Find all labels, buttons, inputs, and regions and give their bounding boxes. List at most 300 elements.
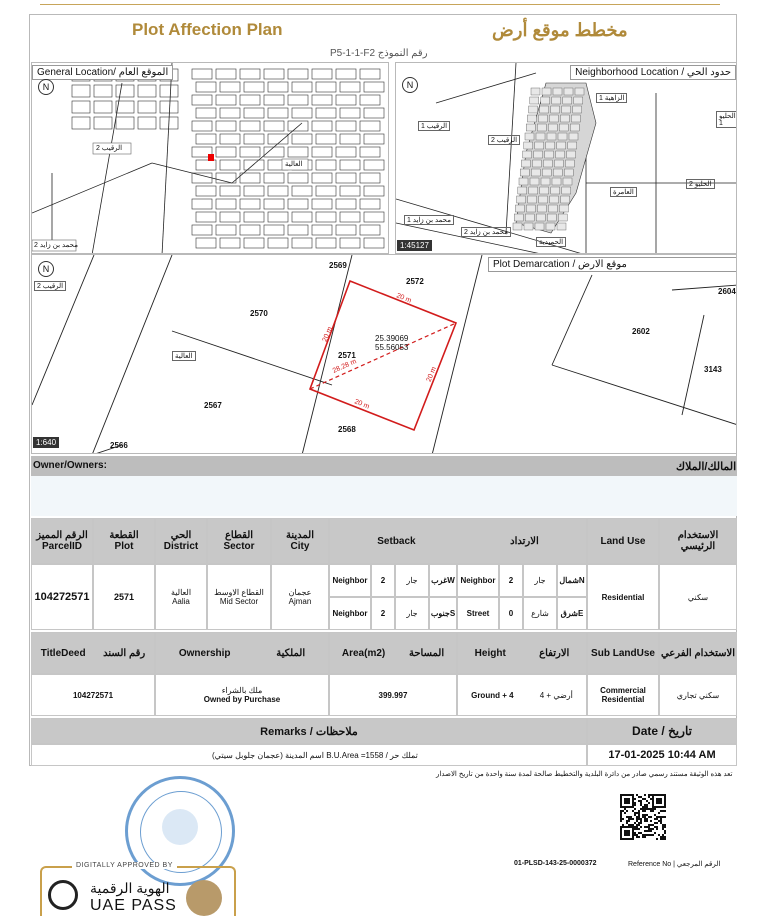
qr-module: [646, 804, 648, 806]
validity-note: تعد هذه الوثيقة مستند رسمي صادر من دائرة البلدية والتخطيط صالحة لمدة سنة واحدة من تاريخ الاصدار: [436, 771, 733, 778]
map-block: [536, 214, 545, 221]
qr-module: [642, 808, 644, 810]
title-en: Plot Affection Plan: [132, 20, 283, 39]
demarc-street-label: الرقيب 2: [34, 281, 66, 291]
qr-module: [644, 806, 646, 808]
qr-module: [660, 818, 662, 820]
nb-label-8: الحميدية: [536, 237, 566, 247]
qr-module: [620, 800, 622, 802]
dim-bottom: 20 m: [353, 398, 371, 411]
qr-module: [626, 800, 628, 802]
qr-module: [636, 818, 638, 820]
qr-module: [630, 824, 632, 826]
val-city-en: Ajman: [288, 597, 312, 606]
map-block: [519, 178, 528, 185]
qr-module: [648, 824, 650, 826]
form-number: P5-1-1-F2 رقم النموذج: [330, 48, 428, 59]
street-label-2: محمد بن زايد 2: [34, 242, 78, 249]
qr-module: [622, 824, 624, 826]
qr-module: [632, 802, 634, 804]
qr-module: [622, 806, 624, 808]
qr-module: [658, 798, 660, 800]
qr-module: [646, 834, 648, 836]
map-block: [564, 169, 573, 176]
qr-module: [658, 812, 660, 814]
hdr-plot-en: Plot: [114, 541, 134, 552]
qr-module: [664, 804, 666, 806]
qr-module: [620, 834, 622, 836]
qr-module: [652, 794, 654, 796]
qr-module: [626, 816, 628, 818]
stamp-logo-icon: [162, 809, 198, 845]
qr-module: [624, 834, 626, 836]
qr-module: [656, 826, 658, 828]
qr-module: [632, 838, 634, 840]
qr-module: [630, 826, 632, 828]
qr-module: [662, 828, 664, 830]
qr-module: [664, 794, 666, 796]
qr-module: [648, 830, 650, 832]
hdr-parcel-en: ParcelID: [41, 541, 83, 552]
qr-module: [662, 838, 664, 840]
qr-module: [620, 836, 622, 838]
qr-module: [652, 810, 654, 812]
qr-module: [634, 822, 636, 824]
qr-module: [624, 838, 626, 840]
hdr-ownership-ar: الملكية: [276, 647, 306, 659]
qr-module: [632, 810, 634, 812]
map-block: [557, 142, 566, 149]
title-ar: مخطط موقع أرض: [492, 20, 628, 40]
qr-module: [628, 834, 630, 836]
qr-module: [634, 834, 636, 836]
map-block: [526, 205, 535, 212]
qr-module: [638, 796, 640, 798]
map-block: [525, 214, 534, 221]
val-sublanduse-en2: Residential: [601, 695, 645, 704]
qr-module: [650, 810, 652, 812]
qr-module: [654, 832, 656, 834]
qr-module: [656, 818, 658, 820]
qr-module: [656, 828, 658, 830]
nb-label-3: محمد بن زايد 1: [404, 215, 454, 225]
val-district: [155, 564, 207, 630]
qr-module: [620, 798, 622, 800]
qr-module: [656, 794, 658, 796]
val-parcel: 104272571: [31, 564, 93, 630]
qr-module: [630, 806, 632, 808]
qr-module: [636, 836, 638, 838]
coord-lat: 25.39069: [375, 334, 409, 343]
qr-module: [634, 828, 636, 830]
hdr-titledeed-ar: رقم السند: [103, 647, 146, 659]
hdr-setback-ar: الارتداد: [510, 535, 539, 547]
map-block: [551, 106, 560, 113]
map-block: [514, 214, 523, 221]
qr-module: [658, 802, 660, 804]
qr-module: [660, 838, 662, 840]
qr-module: [650, 820, 652, 822]
map-block: [543, 160, 552, 167]
qr-module: [622, 838, 624, 840]
date-header: Date / تاريخ: [587, 718, 737, 744]
qr-module: [642, 816, 644, 818]
qr-module: [652, 796, 654, 798]
setback-r2-type-ar2: شارع: [523, 597, 557, 630]
qr-module: [648, 796, 650, 798]
qr-module: [644, 836, 646, 838]
qr-module: [652, 798, 654, 800]
plot-2566: 2566: [110, 441, 128, 450]
qr-module: [644, 834, 646, 836]
qr-module: [640, 822, 642, 824]
map-block: [521, 160, 530, 167]
qr-module: [620, 816, 622, 818]
map-block: [547, 214, 556, 221]
qr-module: [656, 822, 658, 824]
hdr-area-en: Area(m2): [341, 647, 386, 659]
reference-label: Reference No | الرقم المرجعي: [628, 861, 721, 868]
owners-header-row: [31, 456, 737, 476]
map-block: [541, 178, 550, 185]
map-block: [548, 124, 557, 131]
qr-module: [620, 818, 622, 820]
qr-module: [644, 794, 646, 796]
qr-module: [620, 826, 622, 828]
setback-r1-type2: Neighbor: [457, 564, 499, 597]
map-block: [538, 115, 547, 122]
map-block: [570, 124, 579, 131]
map-block: [531, 88, 540, 95]
qr-module: [624, 794, 626, 796]
dim-top: 20 m: [395, 292, 413, 305]
qr-module: [654, 806, 656, 808]
qr-module: [662, 816, 664, 818]
map-block: [568, 142, 577, 149]
plot-2567: 2567: [204, 401, 222, 410]
map-block: [535, 223, 544, 230]
qr-module: [664, 824, 666, 826]
hdr-district: [155, 518, 207, 564]
qr-module: [628, 832, 630, 834]
setback-r2-type: Neighbor: [329, 597, 371, 630]
qr-module: [634, 798, 636, 800]
coord-lon: 55.56053: [375, 343, 409, 352]
map-block: [539, 196, 548, 203]
hdr-area: [329, 632, 457, 674]
qr-module: [664, 796, 666, 798]
val-height: [457, 674, 587, 716]
qr-module: [634, 814, 636, 816]
qr-module: [620, 830, 622, 832]
map-block: [560, 115, 569, 122]
qr-module: [662, 836, 664, 838]
map-block: [552, 178, 561, 185]
qr-module: [644, 810, 646, 812]
qr-module: [626, 806, 628, 808]
map-block: [542, 88, 551, 95]
map-block: [529, 106, 538, 113]
qr-module: [632, 794, 634, 796]
val-district-ar: العالية: [170, 588, 192, 597]
qr-module: [644, 826, 646, 828]
qr-module: [632, 806, 634, 808]
qr-module: [620, 812, 622, 814]
map-block: [565, 160, 574, 167]
map-block: [562, 106, 571, 113]
owners-redacted-area: [31, 476, 737, 516]
qr-module: [636, 824, 638, 826]
map-block: [546, 223, 555, 230]
qr-module: [626, 820, 628, 822]
map-block: [553, 169, 562, 176]
qr-module: [644, 798, 646, 800]
qr-module: [638, 800, 640, 802]
qr-module: [658, 820, 660, 822]
map-block: [561, 196, 570, 203]
setback-r2-value: 2: [371, 597, 395, 630]
qr-module: [632, 826, 634, 828]
qr-module: [664, 830, 666, 832]
qr-module: [626, 834, 628, 836]
neighborhood-location-map: [395, 62, 737, 254]
qr-module: [646, 808, 648, 810]
qr-module: [620, 802, 622, 804]
dim-left: 20 m: [321, 325, 334, 344]
neighborhood-map-drawing: [396, 63, 737, 254]
qr-module: [642, 798, 644, 800]
hdr-city-en: City: [290, 541, 310, 552]
qr-module: [620, 796, 622, 798]
val-sublanduse-en1: Commercial: [600, 686, 646, 695]
hdr-height-en: Height: [474, 647, 506, 659]
qr-module: [660, 806, 662, 808]
qr-module: [656, 802, 658, 804]
qr-module: [650, 830, 652, 832]
qr-module: [620, 838, 622, 840]
map-block: [573, 106, 582, 113]
qr-module: [662, 834, 664, 836]
qr-module: [664, 838, 666, 840]
map-block: [529, 187, 538, 194]
map-block: [575, 88, 584, 95]
qr-module: [660, 810, 662, 812]
qr-module: [650, 816, 652, 818]
qr-module: [646, 826, 648, 828]
qr-module: [630, 838, 632, 840]
qr-module: [634, 804, 636, 806]
qr-module: [664, 802, 666, 804]
qr-code: [620, 794, 666, 840]
qr-module: [646, 830, 648, 832]
map-block: [536, 133, 545, 140]
map-block: [528, 196, 537, 203]
qr-module: [622, 826, 624, 828]
qr-module: [652, 800, 654, 802]
qr-module: [644, 830, 646, 832]
qr-module: [664, 800, 666, 802]
qr-module: [644, 820, 646, 822]
qr-module: [664, 798, 666, 800]
qr-module: [628, 838, 630, 840]
remarks-text: اسم المدينة (عجمان جلوبل سيتي) B.U.Area =1558 / تملك حر: [31, 744, 587, 766]
qr-module: [652, 834, 654, 836]
qr-module: [626, 832, 628, 834]
qr-module: [646, 814, 648, 816]
qr-module: [652, 802, 654, 804]
qr-module: [652, 806, 654, 808]
qr-module: [658, 834, 660, 836]
qr-module: [656, 798, 658, 800]
setback-r1-value2: 2: [499, 564, 523, 597]
qr-module: [656, 806, 658, 808]
qr-module: [620, 814, 622, 816]
map-block: [520, 169, 529, 176]
qr-module: [642, 806, 644, 808]
hdr-height-ar: الارتفاع: [539, 647, 570, 659]
qr-module: [632, 818, 634, 820]
qr-module: [632, 830, 634, 832]
qr-module: [638, 836, 640, 838]
qr-module: [650, 834, 652, 836]
qr-module: [634, 812, 636, 814]
qr-module: [628, 806, 630, 808]
qr-module: [656, 800, 658, 802]
setback-r1-dir: غربW: [429, 564, 457, 597]
val-landuse-ar: سكني: [659, 564, 737, 630]
qr-module: [626, 830, 628, 832]
qr-module: [652, 808, 654, 810]
qr-module: [664, 810, 666, 812]
qr-module: [620, 820, 622, 822]
fingerprint-icon: [48, 880, 78, 910]
qr-module: [628, 802, 630, 804]
qr-module: [656, 816, 658, 818]
map-block: [523, 151, 532, 158]
plot-2569: 2569: [329, 261, 347, 270]
map-block: [549, 115, 558, 122]
map-block: [563, 178, 572, 185]
hdr-titledeed: [31, 632, 155, 674]
general-location-map: [31, 62, 389, 254]
map-block: [530, 178, 539, 185]
qr-module: [652, 804, 654, 806]
qr-module: [652, 824, 654, 826]
qr-module: [646, 800, 648, 802]
qr-module: [644, 816, 646, 818]
qr-module: [638, 822, 640, 824]
qr-module: [640, 818, 642, 820]
qr-module: [628, 794, 630, 796]
map-block: [524, 223, 533, 230]
qr-module: [662, 806, 664, 808]
map-block: [557, 223, 566, 230]
qr-module: [664, 832, 666, 834]
owners-label-ar: المالك/الملاك: [676, 461, 737, 473]
hdr-sector: [207, 518, 271, 564]
val-landuse-en: Residential: [587, 564, 659, 630]
map-block: [534, 151, 543, 158]
qr-module: [660, 816, 662, 818]
nb-label-7: الحليو 2: [686, 179, 715, 189]
map-block: [530, 97, 539, 104]
hdr-parcel: [31, 518, 93, 564]
qr-module: [630, 818, 632, 820]
map-block: [571, 115, 580, 122]
dim-right: 20 m: [425, 365, 438, 384]
date-value: 17-01-2025 10:44 AM: [587, 744, 737, 766]
qr-module: [636, 826, 638, 828]
qr-module: [628, 818, 630, 820]
qr-module: [638, 810, 640, 812]
map-block: [562, 187, 571, 194]
qr-module: [650, 824, 652, 826]
qr-module: [660, 822, 662, 824]
qr-module: [654, 822, 656, 824]
hdr-plot: [93, 518, 155, 564]
qr-module: [628, 826, 630, 828]
setback-r2-type2: Street: [457, 597, 499, 630]
setback-r2-dir2: شرقE: [557, 597, 587, 630]
qr-module: [640, 802, 642, 804]
qr-module: [622, 794, 624, 796]
val-sector-ar: القطاع الاوسط: [214, 588, 264, 597]
qr-module: [632, 804, 634, 806]
hdr-sector-en: Sector: [223, 541, 255, 552]
hdr-setback: [329, 518, 587, 564]
plot-2570: 2570: [250, 309, 268, 318]
qr-code-icon: [620, 794, 666, 840]
qr-module: [624, 826, 626, 828]
val-sublanduse-en: [587, 674, 659, 716]
qr-module: [632, 800, 634, 802]
qr-module: [640, 832, 642, 834]
demarc-area-label: العالية: [172, 351, 196, 361]
setback-r2-type-ar: جار: [395, 597, 429, 630]
map-block: [548, 205, 557, 212]
qr-module: [642, 810, 644, 812]
map-block: [558, 133, 567, 140]
qr-module: [632, 796, 634, 798]
plot-2572: 2572: [406, 277, 424, 286]
qr-module: [650, 798, 652, 800]
plot-3143: 3143: [704, 365, 722, 374]
qr-module: [648, 794, 650, 796]
hdr-city-ar: المدينة: [285, 530, 315, 541]
qr-module: [626, 794, 628, 796]
street-label-1: الرقيب 2: [96, 145, 123, 152]
owners-label-en: Owner/Owners:: [33, 460, 107, 471]
hdr-parcel-ar: الرقم المميز: [36, 530, 88, 541]
qr-module: [626, 822, 628, 824]
demarcation-scale: 1:640: [33, 437, 59, 448]
qr-module: [632, 834, 634, 836]
map-block: [551, 187, 560, 194]
qr-module: [640, 804, 642, 806]
qr-module: [624, 798, 626, 800]
north-arrow-icon: N: [38, 261, 54, 277]
neighborhood-scale: 1:45127: [397, 240, 432, 251]
hdr-setback-en: Setback: [377, 535, 416, 547]
north-arrow-icon: N: [402, 77, 418, 93]
hdr-sector-ar: القطاع: [224, 530, 254, 541]
qr-module: [628, 824, 630, 826]
qr-module: [640, 826, 642, 828]
qr-module: [660, 798, 662, 800]
demarcation-drawing: [32, 255, 737, 454]
qr-module: [634, 832, 636, 834]
qr-module: [636, 816, 638, 818]
